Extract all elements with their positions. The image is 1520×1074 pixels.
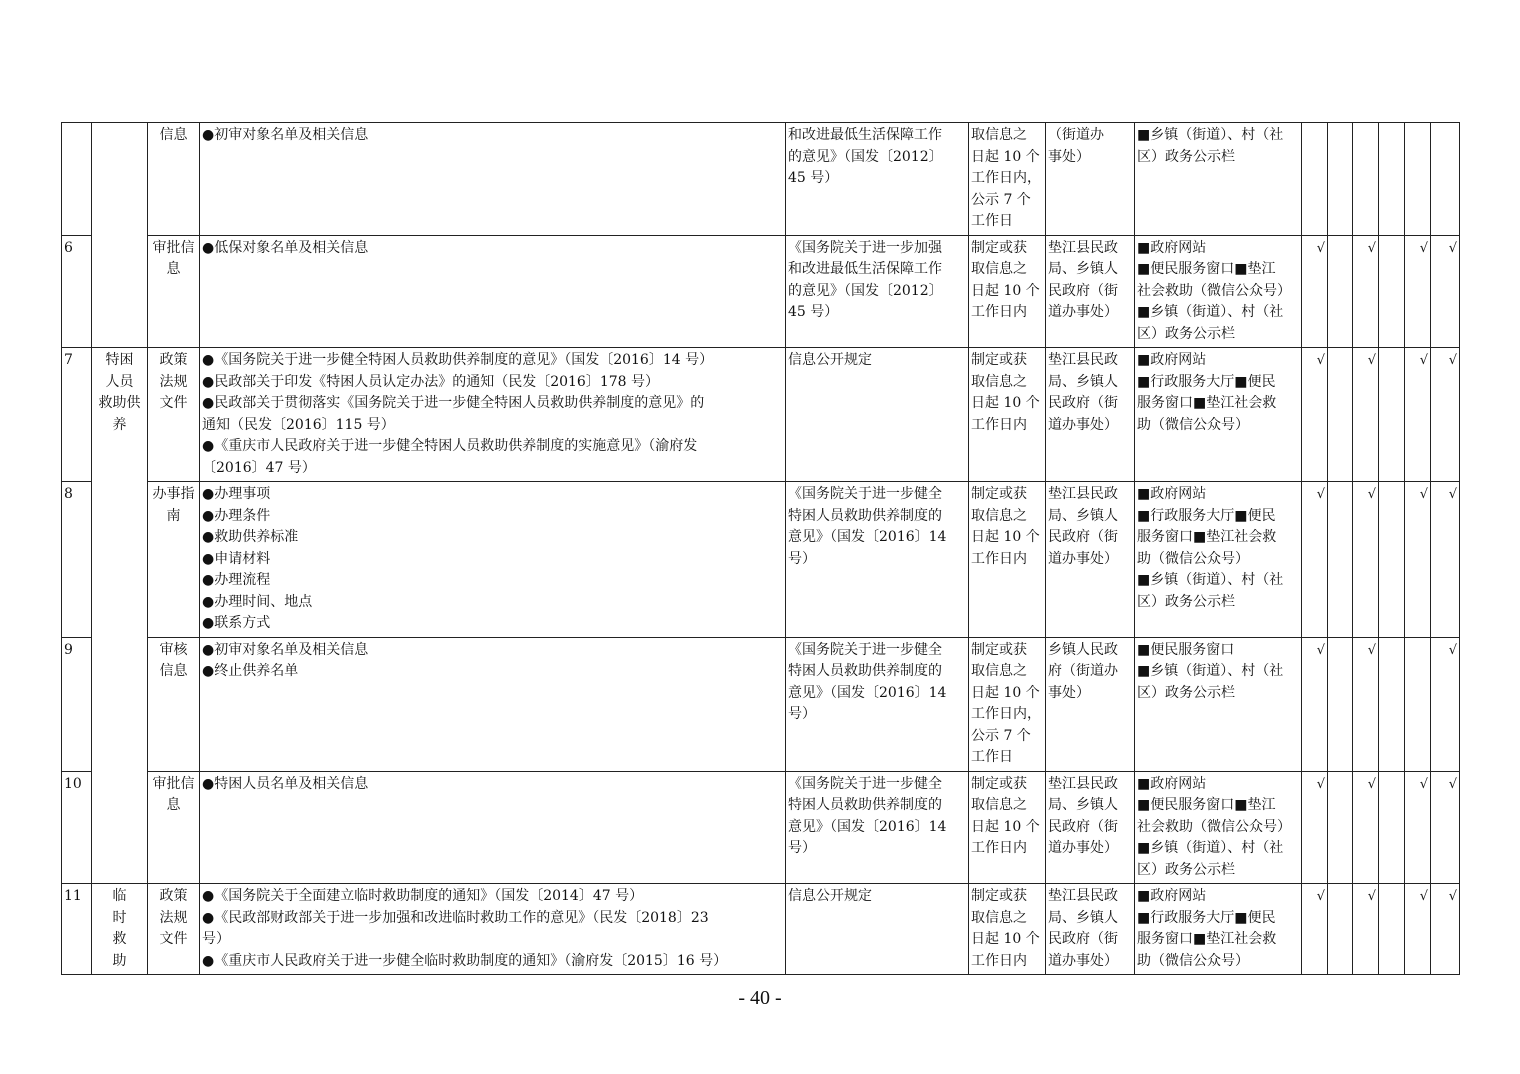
check-mark: √	[1419, 776, 1428, 792]
check-cell	[1328, 884, 1353, 975]
category-cell: 特困 人员 救助供 养	[92, 348, 148, 884]
check-cell	[1328, 123, 1353, 236]
check-cell	[1431, 123, 1460, 236]
check-cell	[1302, 637, 1328, 771]
check-cell	[1328, 637, 1353, 771]
check-cell	[1353, 482, 1379, 638]
channel-cell: ■政府网站 ■行政服务大厅■便民 服务窗口■垫江社会救 助（微信公众号）	[1135, 348, 1302, 482]
basis-cell: 《国务院关于进一步健全 特困人员救助供养制度的 意见》（国发〔2016〕14 号）	[786, 482, 969, 638]
basis-cell: 信息公开规定	[786, 348, 969, 482]
page-number: - 40 -	[738, 987, 782, 1009]
subject-cell: 垫江县民政 局、乡镇人 民政府（街 道办事处）	[1046, 348, 1135, 482]
subject-cell: 乡镇人民政 府（街道办 事处）	[1046, 637, 1135, 771]
table-row	[62, 348, 1460, 482]
row-number-cell: 9	[62, 637, 92, 771]
check-mark: √	[1316, 353, 1325, 368]
check-cell	[1353, 884, 1379, 975]
info-type-cell: 办事指 南	[148, 482, 200, 638]
info-type-cell: 政策 法规 文件	[148, 348, 200, 482]
subject-cell: 垫江县民政 局、乡镇人 民政府（街 道办事处）	[1046, 884, 1135, 975]
content-cell: ●初审对象名单及相关信息 ●终止供养名单	[200, 637, 786, 771]
info-type-cell: 政策 法规 文件	[148, 884, 200, 975]
check-cell	[1405, 235, 1431, 348]
check-mark: √	[1419, 487, 1428, 502]
check-mark: √	[1316, 776, 1325, 792]
basis-cell: 《国务院关于进一步加强 和改进最低生活保障工作 的意见》（国发〔2012〕 45 号）	[786, 235, 969, 348]
check-mark: √	[1448, 642, 1457, 658]
check-cell	[1379, 482, 1405, 638]
check-cell	[1353, 123, 1379, 236]
time-limit-cell: 制定或获 取信息之 日起 10 个 工作日内	[969, 884, 1046, 975]
row-number-cell: 11	[62, 884, 92, 975]
basis-cell: 和改进最低生活保障工作 的意见》（国发〔2012〕 45 号）	[786, 123, 969, 236]
check-mark: √	[1316, 642, 1325, 658]
channel-cell: ■政府网站 ■行政服务大厅■便民 服务窗口■垫江社会救 助（微信公众号） ■乡镇（街道）、村（社 区）政务公示栏	[1135, 482, 1302, 638]
subject-cell: 垫江县民政 局、乡镇人 民政府（街 道办事处）	[1046, 771, 1135, 884]
content-cell: ●《国务院关于进一步健全特困人员救助供养制度的意见》（国发〔2016〕14 号） ●民政部关于印发《特困人员认定办法》的通知（民发〔2016〕178 号） ●民政部关于贯彻落实《国务院关于进一步健全特困人员救助供养制度的意见》的 通知（民发〔2016〕115 号） ●《重庆市人民政府关于进一步健全特困人员救助供养制度的实施意见》（渝府发 〔2016〕47 号）	[200, 348, 786, 482]
check-mark: √	[1367, 776, 1376, 792]
channel-cell: ■便民服务窗口 ■乡镇（街道）、村（社 区）政务公示栏	[1135, 637, 1302, 771]
check-cell	[1302, 884, 1328, 975]
check-mark: √	[1448, 889, 1457, 904]
check-mark: √	[1316, 240, 1325, 256]
time-limit-cell: 取信息之 日起 10 个 工作日内， 公示 7 个 工作日	[969, 123, 1046, 236]
table-row	[62, 123, 1460, 236]
basis-cell: 《国务院关于进一步健全 特困人员救助供养制度的 意见》（国发〔2016〕14 号）	[786, 637, 969, 771]
row-number-cell: 6	[62, 235, 92, 348]
subject-cell: 垫江县民政 局、乡镇人 民政府（街 道办事处）	[1046, 235, 1135, 348]
check-cell	[1431, 637, 1460, 771]
row-number-cell: 8	[62, 482, 92, 638]
subject-cell: （街道办 事处）	[1046, 123, 1135, 236]
check-mark: √	[1367, 240, 1376, 256]
row-number-cell: 7	[62, 348, 92, 482]
check-mark: √	[1367, 642, 1376, 658]
channel-cell: ■乡镇（街道）、村（社 区）政务公示栏	[1135, 123, 1302, 236]
check-mark: √	[1448, 487, 1457, 502]
check-cell	[1328, 482, 1353, 638]
table-row	[62, 235, 1460, 348]
content-cell: ●《国务院关于全面建立临时救助制度的通知》（国发〔2014〕47 号） ●《民政部财政部关于进一步加强和改进临时救助工作的意见》（民发〔2018〕23 号） ●《重庆市人民政府关于进一步健全临时救助制度的通知》（渝府发〔2015〕16 号）	[200, 884, 786, 975]
check-cell	[1379, 123, 1405, 236]
category-cell	[92, 123, 148, 348]
check-cell	[1431, 884, 1460, 975]
basis-cell: 《国务院关于进一步健全 特困人员救助供养制度的 意见》（国发〔2016〕14 号）	[786, 771, 969, 884]
check-mark: √	[1419, 889, 1428, 904]
info-type-cell: 审批信 息	[148, 771, 200, 884]
check-cell	[1302, 348, 1328, 482]
time-limit-cell: 制定或获 取信息之 日起 10 个 工作日内	[969, 235, 1046, 348]
check-cell	[1405, 884, 1431, 975]
content-cell: ●低保对象名单及相关信息	[200, 235, 786, 348]
content-cell: ●特困人员名单及相关信息	[200, 771, 786, 884]
check-cell	[1353, 637, 1379, 771]
check-mark: √	[1448, 240, 1457, 256]
check-cell	[1302, 771, 1328, 884]
table-row	[62, 884, 1460, 975]
content-cell: ●初审对象名单及相关信息	[200, 123, 786, 236]
time-limit-cell: 制定或获 取信息之 日起 10 个 工作日内， 公示 7 个 工作日	[969, 637, 1046, 771]
check-cell	[1405, 771, 1431, 884]
check-cell	[1379, 637, 1405, 771]
check-cell	[1405, 123, 1431, 236]
subject-cell: 垫江县民政 局、乡镇人 民政府（街 道办事处）	[1046, 482, 1135, 638]
row-number-cell	[62, 123, 92, 236]
channel-cell: ■政府网站 ■便民服务窗口■垫江 社会救助（微信公众号） ■乡镇（街道）、村（社 区）政务公示栏	[1135, 235, 1302, 348]
check-mark: √	[1367, 487, 1376, 502]
table-row	[62, 637, 1460, 771]
table-row	[62, 482, 1460, 638]
time-limit-cell: 制定或获 取信息之 日起 10 个 工作日内	[969, 482, 1046, 638]
check-cell	[1431, 482, 1460, 638]
check-cell	[1405, 348, 1431, 482]
check-cell	[1328, 348, 1353, 482]
check-cell	[1379, 771, 1405, 884]
check-mark: √	[1367, 353, 1376, 368]
check-cell	[1328, 235, 1353, 348]
check-mark: √	[1419, 353, 1428, 368]
check-cell	[1431, 771, 1460, 884]
check-cell	[1353, 348, 1379, 482]
basis-cell: 信息公开规定	[786, 884, 969, 975]
check-mark: √	[1316, 487, 1325, 502]
check-cell	[1379, 235, 1405, 348]
content-cell: ●办理事项 ●办理条件 ●救助供养标准 ●申请材料 ●办理流程 ●办理时间、地点 ●联系方式	[200, 482, 786, 638]
check-cell	[1431, 235, 1460, 348]
channel-cell: ■政府网站 ■行政服务大厅■便民 服务窗口■垫江社会救 助（微信公众号）	[1135, 884, 1302, 975]
check-cell	[1328, 771, 1353, 884]
channel-cell: ■政府网站 ■便民服务窗口■垫江 社会救助（微信公众号） ■乡镇（街道）、村（社 区）政务公示栏	[1135, 771, 1302, 884]
check-cell	[1302, 235, 1328, 348]
check-mark: √	[1316, 889, 1325, 904]
check-cell	[1302, 482, 1328, 638]
category-cell: 临 时 救 助	[92, 884, 148, 975]
time-limit-cell: 制定或获 取信息之 日起 10 个 工作日内	[969, 771, 1046, 884]
check-mark: √	[1367, 889, 1376, 904]
check-cell	[1379, 348, 1405, 482]
check-cell	[1431, 348, 1460, 482]
time-limit-cell: 制定或获 取信息之 日起 10 个 工作日内	[969, 348, 1046, 482]
table-row	[62, 771, 1460, 884]
check-cell	[1353, 235, 1379, 348]
check-cell	[1405, 482, 1431, 638]
check-mark: √	[1448, 353, 1457, 368]
check-mark: √	[1419, 240, 1428, 256]
row-number-cell: 10	[62, 771, 92, 884]
check-cell	[1379, 884, 1405, 975]
check-cell	[1405, 637, 1431, 771]
info-type-cell: 审核 信息	[148, 637, 200, 771]
info-type-cell: 审批信 息	[148, 235, 200, 348]
disclosure-table	[61, 122, 1460, 975]
info-type-cell: 信息	[148, 123, 200, 236]
check-mark: √	[1448, 776, 1457, 792]
check-cell	[1302, 123, 1328, 236]
check-cell	[1353, 771, 1379, 884]
